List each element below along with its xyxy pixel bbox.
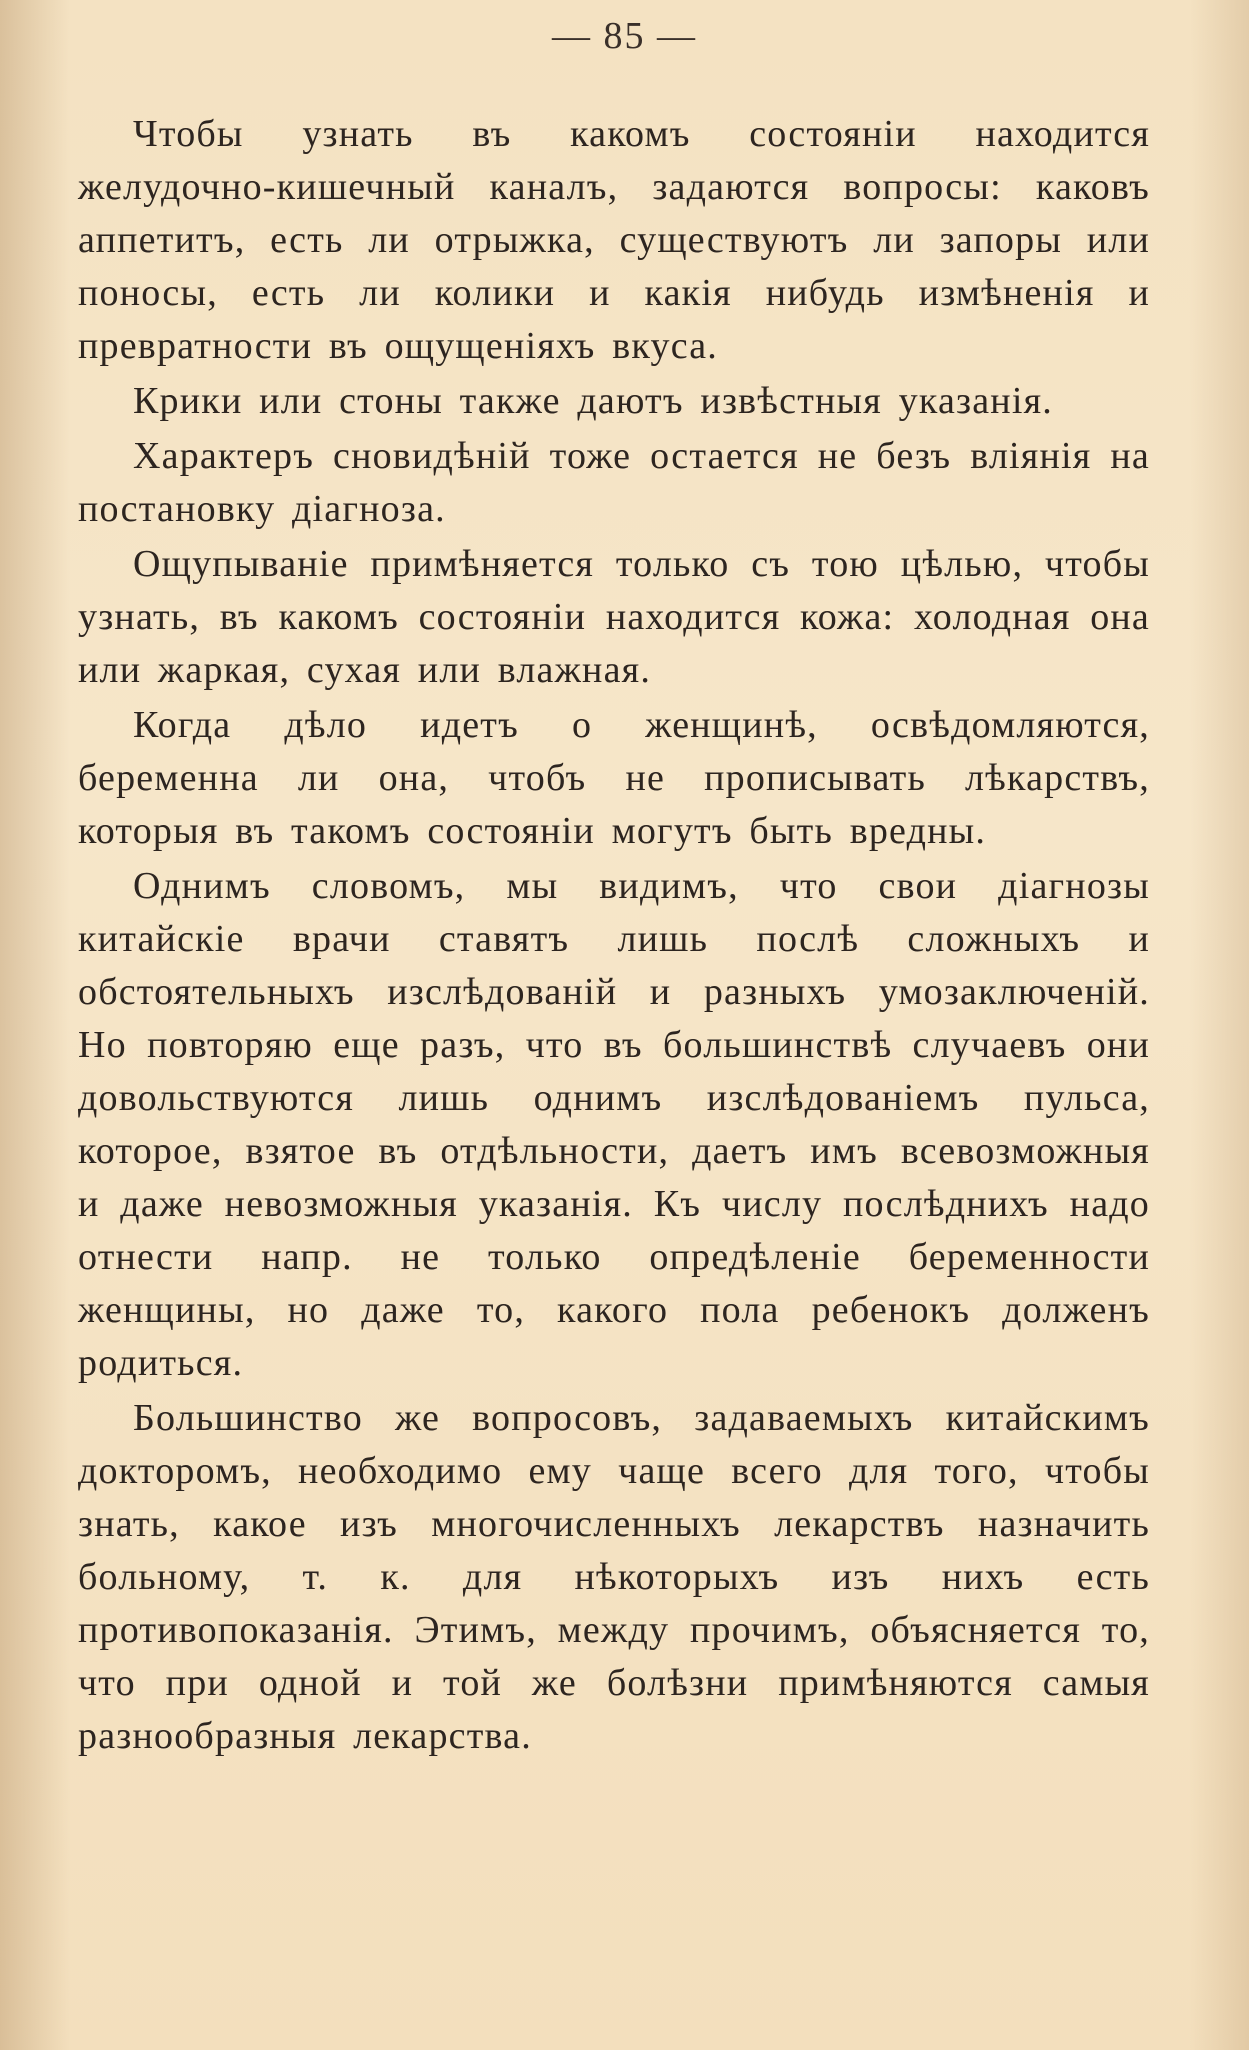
paragraph-pregnancy: Когда дѣло идетъ о женщинѣ, освѣдомляются, беременна ли она, чтобъ не прописывать лѣкарствъ, которыя въ такомъ состояніи могутъ быть вредны.	[78, 704, 1150, 852]
paragraph-stomach-questions: Чтобы узнать въ какомъ состояніи находится желудочно-кишечный каналъ, задаются вопросы: каковъ аппетитъ, есть ли отрыжка, существуютъ ли запоры или поносы, есть ли колики и какія нибудь измѣненія и превратности въ ощущеніяхъ вкуса.	[78, 113, 1150, 367]
paragraph-questions-medicines: Большинство же вопросовъ, задаваемыхъ китайскимъ докторомъ, необходимо ему чаще всего для того, чтобы знать, какое изъ многочисленныхъ лекарствъ назначить больному, т. к. для нѣкоторыхъ изъ нихъ есть противопоказанія. Этимъ, между прочимъ, объясняется то, что при одной и той же болѣзни примѣняются самыя разнообразныя лекарства.	[78, 1397, 1150, 1757]
body-text	[78, 108, 1150, 1763]
paragraph-dreams: Характеръ сновидѣній тоже остается не безъ вліянія на постановку діагноза.	[78, 435, 1150, 530]
page-number: — 85 —	[552, 15, 697, 57]
paragraph-cries-moans: Крики или стоны также даютъ извѣстныя указанія.	[133, 380, 1053, 422]
paragraph-palpation: Ощупываніе примѣняется только съ тою цѣлью, чтобы узнать, въ какомъ состояніи находится кожа: холодная она или жаркая, сухая или влажная.	[78, 543, 1150, 691]
paragraph-diagnoses: Однимъ словомъ, мы видимъ, что свои діагнозы китайскіе врачи ставятъ лишь послѣ сложныхъ и обстоятельныхъ изслѣдованій и разныхъ умозаключеній. Но повторяю еще разъ, что въ большинствѣ случаевъ они довольствуются лишь однимъ изслѣдованіемъ пульса, которое, взятое въ отдѣльности, даетъ имъ всевозможныя и даже невозможныя указанія. Къ числу послѣднихъ надо отнести напр. не только опредѣленіе беременности женщины, но даже то, какого пола ребенокъ долженъ родиться.	[78, 865, 1150, 1384]
